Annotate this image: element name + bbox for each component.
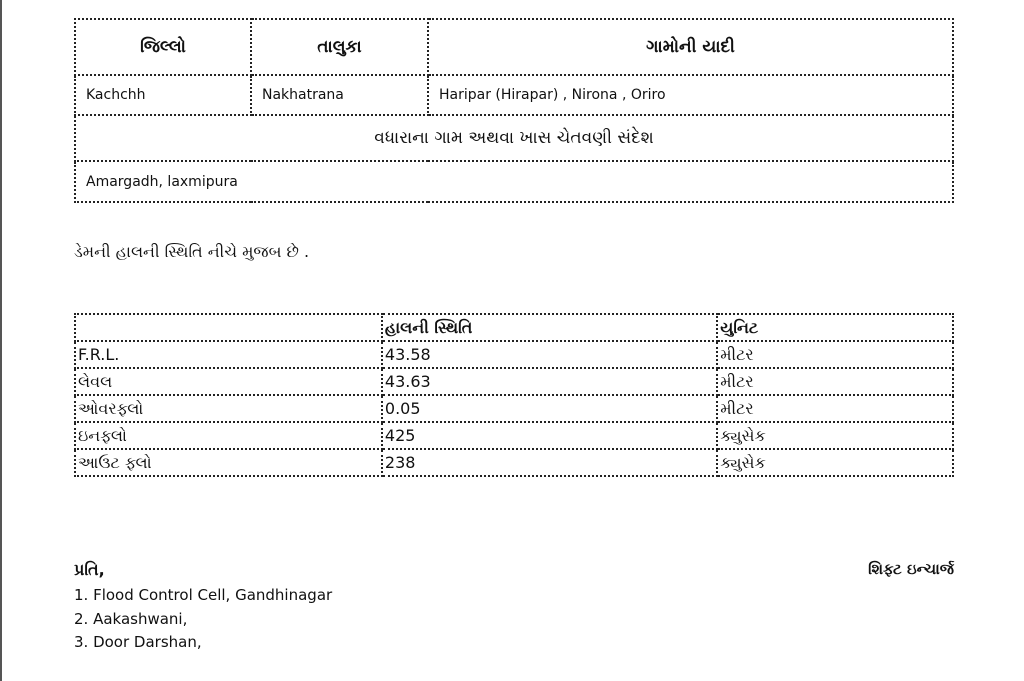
row-label: F.R.L. xyxy=(75,341,382,368)
list-item: 3. Door Darshan, xyxy=(74,633,202,651)
to-label: પ્રતિ, xyxy=(74,560,105,579)
table-header-row xyxy=(75,314,953,341)
village-list-header: ગામોની યાદી xyxy=(428,19,953,75)
table-row xyxy=(75,395,953,422)
district-cell: Kachchh xyxy=(75,75,251,115)
table-row xyxy=(75,341,953,368)
table-row xyxy=(75,422,953,449)
list-item: 1. Flood Control Cell, Gandhinagar xyxy=(74,586,333,604)
water-level-table xyxy=(74,313,954,477)
table-row xyxy=(75,368,953,395)
row-label: આઉટ ફ્લો xyxy=(75,449,382,476)
row-label: ઓવરફ્લો xyxy=(75,395,382,422)
district-header: જિલ્લો xyxy=(75,19,251,75)
page-edge-line xyxy=(0,0,2,681)
row-unit: મીટર xyxy=(717,341,953,368)
row-value: 43.58 xyxy=(382,341,717,368)
row-value: 0.05 xyxy=(382,395,717,422)
recipient-list xyxy=(74,584,332,655)
table-row xyxy=(75,75,953,115)
dam-status-line: ડેમની હાલની સ્થિતિ નીચે મુજબ છે . xyxy=(74,242,310,261)
row-value: 425 xyxy=(382,422,717,449)
row-value: 238 xyxy=(382,449,717,476)
row-unit: ક્યુસેક xyxy=(717,422,953,449)
row-value: 43.63 xyxy=(382,368,717,395)
table-header-row xyxy=(75,19,953,75)
shift-incharge-signature: શિફ્ટ ઇન્ચાર્જ xyxy=(868,560,954,578)
list-item: 2. Aakashwani, xyxy=(74,609,188,628)
current-status-header: હાલની સ્થિતિ xyxy=(382,314,717,341)
row-unit: મીટર xyxy=(717,395,953,422)
villages-cell: Haripar (Hirapar) , Nirona , Oriro xyxy=(428,75,953,115)
taluka-header: તાલુકા xyxy=(251,19,428,75)
row-unit: ક્યુસેક xyxy=(717,449,953,476)
village-list-table xyxy=(74,18,954,203)
label-header xyxy=(75,314,382,341)
taluka-cell: Nakhatrana xyxy=(251,75,428,115)
extra-villages-row xyxy=(75,161,953,202)
table-row xyxy=(75,449,953,476)
extra-heading-row xyxy=(75,115,953,161)
row-label: લેવલ xyxy=(75,368,382,395)
unit-header: યુનિટ xyxy=(717,314,953,341)
row-label: ઇનફ્લો xyxy=(75,422,382,449)
extra-villages-heading: વધારાના ગામ અથવા ખાસ ચેતવણી સંદેશ xyxy=(75,115,953,161)
row-unit: મીટર xyxy=(717,368,953,395)
extra-villages-cell: Amargadh, laxmipura xyxy=(75,161,953,202)
